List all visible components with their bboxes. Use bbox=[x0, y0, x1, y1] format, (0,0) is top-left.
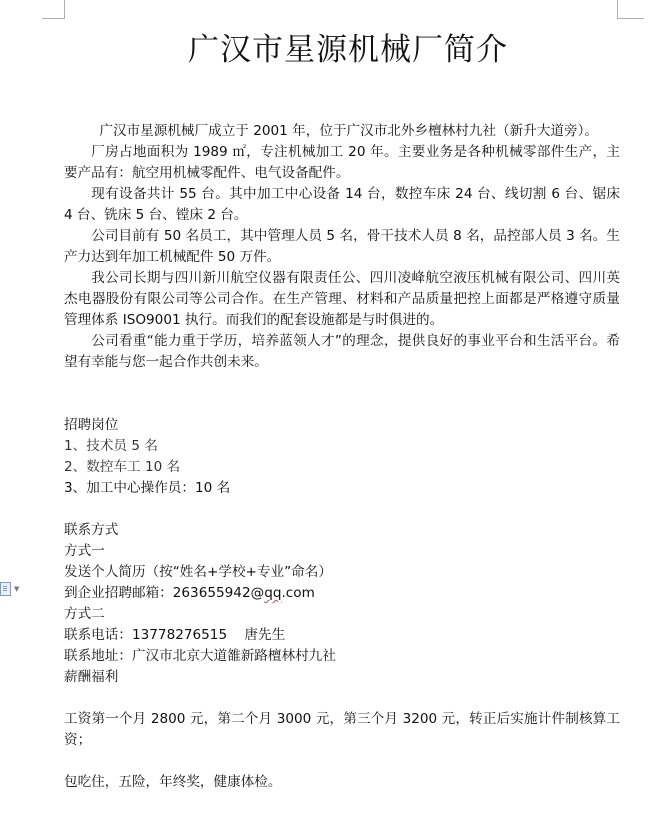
intro-paragraph: 我公司长期与四川新川航空仪器有限责任公、四川凌峰航空液压机械有限公司、四川英杰电器股份有限公司等公司合作。在生产管理、材料和产品质量把控上面都是严格遵守质量管理体系 ISO9001 执行。而我们的配套设施都是与时俱进的。 bbox=[64, 270, 620, 328]
recruit-item: 1、技术员 5 名 bbox=[64, 438, 158, 454]
intro-paragraph: 公司看重“能力重于学历，培养蓝领人才”的理念，提供良好的事业平台和生活平台。希望有幸能与您一起合作共创未来。 bbox=[64, 333, 620, 370]
intro-paragraph: 现有设备共计 55 台。其中加工中心设备 14 台，数控车床 24 台、线切割 6 台、锯床 4 台、铣床 5 台、镗床 2 台。 bbox=[64, 186, 620, 223]
contact-email-suffix: .com bbox=[281, 585, 315, 601]
benefits-line: 包吃住，五险，年终奖，健康体检。 bbox=[64, 774, 282, 790]
contact-address-line: 联系地址：广汉市北京大道雒新路檀林村九社 bbox=[64, 648, 336, 664]
contact-resume-instruction: 发送个人简历（按“姓名+学校+专业”命名） bbox=[64, 564, 332, 580]
crop-mark-top-right bbox=[617, 0, 644, 19]
crop-mark-top-left bbox=[42, 0, 65, 19]
contact-phone-line: 联系电话：13778276515 唐先生 bbox=[64, 627, 286, 643]
spacer bbox=[64, 373, 620, 415]
intro-paragraph: 公司目前有 50 名员工，其中管理人员 5 名，骨干技术人员 8 名，品控部人员 3 名。生产力达到年加工机械配件 50 万件。 bbox=[64, 228, 620, 265]
spacer bbox=[64, 499, 620, 520]
document-icon bbox=[0, 582, 11, 596]
spacer bbox=[64, 688, 620, 709]
document-title: 广汉市星源机械厂简介 bbox=[188, 32, 508, 68]
contact-email-domain: qq bbox=[264, 585, 282, 601]
paragraph-options-icon[interactable] bbox=[0, 580, 22, 598]
contact-email-prefix: 到企业招聘邮箱：263655942@ bbox=[64, 585, 265, 601]
spacer bbox=[64, 751, 620, 772]
recruit-heading: 招聘岗位 bbox=[64, 417, 119, 433]
recruit-item: 3、加工中心操作员：10 名 bbox=[64, 480, 231, 496]
document-body bbox=[64, 121, 620, 793]
contact-email-line bbox=[64, 583, 620, 604]
contact-heading: 联系方式 bbox=[64, 522, 119, 538]
salary-paragraph: 工资第一个月 2800 元，第二个月 3000 元，第三个月 3200 元，转正后实施计件制核算工资； bbox=[64, 711, 620, 748]
intro-paragraph: 厂房占地面积为 1989 ㎡，专注机械加工 20 年。主要业务是各种机械零部件生产，主要产品有：航空用机械零配件、电气设备配件。 bbox=[64, 144, 620, 181]
contact-method-2-label: 方式二 bbox=[64, 606, 105, 622]
contact-method-1-label: 方式一 bbox=[64, 543, 105, 559]
chevron-down-icon: ▼ bbox=[14, 584, 20, 593]
intro-paragraph: 广汉市星源机械厂成立于 2001 年，位于广汉市北外乡檀林村九社（新升大道旁）。 bbox=[99, 123, 598, 139]
recruit-item: 2、数控车工 10 名 bbox=[64, 459, 181, 475]
benefits-heading: 薪酬福利 bbox=[64, 669, 119, 685]
